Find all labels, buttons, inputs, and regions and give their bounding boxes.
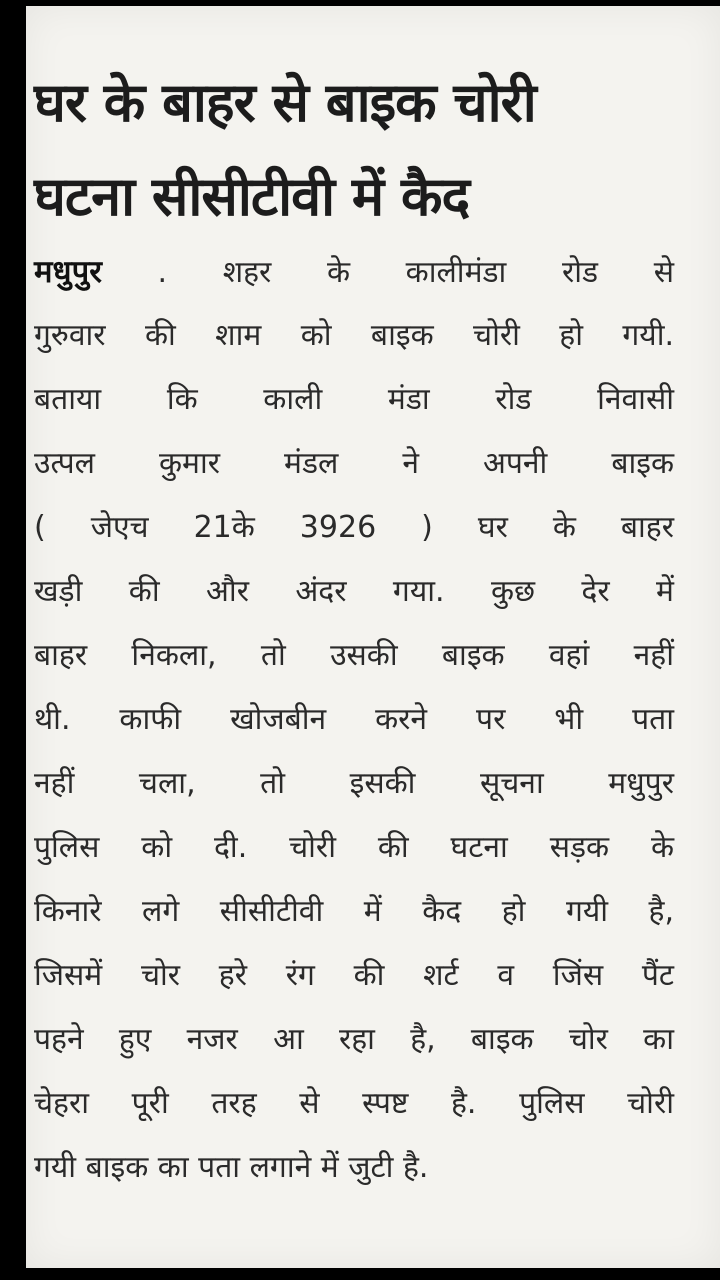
body-line: ( जेएच 21के 3926 ) घर के बाहर <box>34 510 674 545</box>
body-line: थी. काफी खोजबीन करने पर भी पता <box>34 702 674 737</box>
body-line-last: गयी बाइक का पता लगाने में जुटी है. <box>34 1150 429 1185</box>
bottom-bar <box>0 1268 720 1280</box>
body-line: गुरुवार की शाम को बाइक चोरी हो गयी. <box>34 318 674 353</box>
body-line: बताया कि काली मंडा रोड निवासी <box>34 382 674 417</box>
body-line: किनारे लगे सीसीटीवी में कैद हो गयी है, <box>34 894 674 929</box>
body-line: जिसमें चोर हरे रंग की शर्ट व जिंस पैंट <box>34 958 674 993</box>
body-line: बाहर निकला, तो उसकी बाइक वहां नहीं <box>34 638 674 673</box>
body-line: चेहरा पूरी तरह से स्पष्ट है. पुलिस चोरी <box>34 1086 674 1121</box>
body-line: नहीं चला, तो इसकी सूचना मधुपुर <box>34 766 674 801</box>
article-body <box>34 240 674 1200</box>
headline <box>34 56 684 244</box>
body-line: पहने हुए नजर आ रहा है, बाइक चोर का <box>34 1022 674 1057</box>
headline-line-2: घटना सीसीटीवी में कैद <box>34 165 470 228</box>
body-line-first <box>34 240 674 304</box>
body-line: पुलिस को दी. चोरी की घटना सड़क के <box>34 830 674 865</box>
first-line-text: . शहर के कालीमंडा रोड से <box>101 255 674 290</box>
body-line: खड़ी की और अंदर गया. कुछ देर में <box>34 574 674 609</box>
body-line: उत्पल कुमार मंडल ने अपनी बाइक <box>34 446 674 481</box>
dateline: मधुपुर <box>34 254 102 290</box>
headline-line-1: घर के बाहर से बाइक चोरी <box>34 71 536 134</box>
